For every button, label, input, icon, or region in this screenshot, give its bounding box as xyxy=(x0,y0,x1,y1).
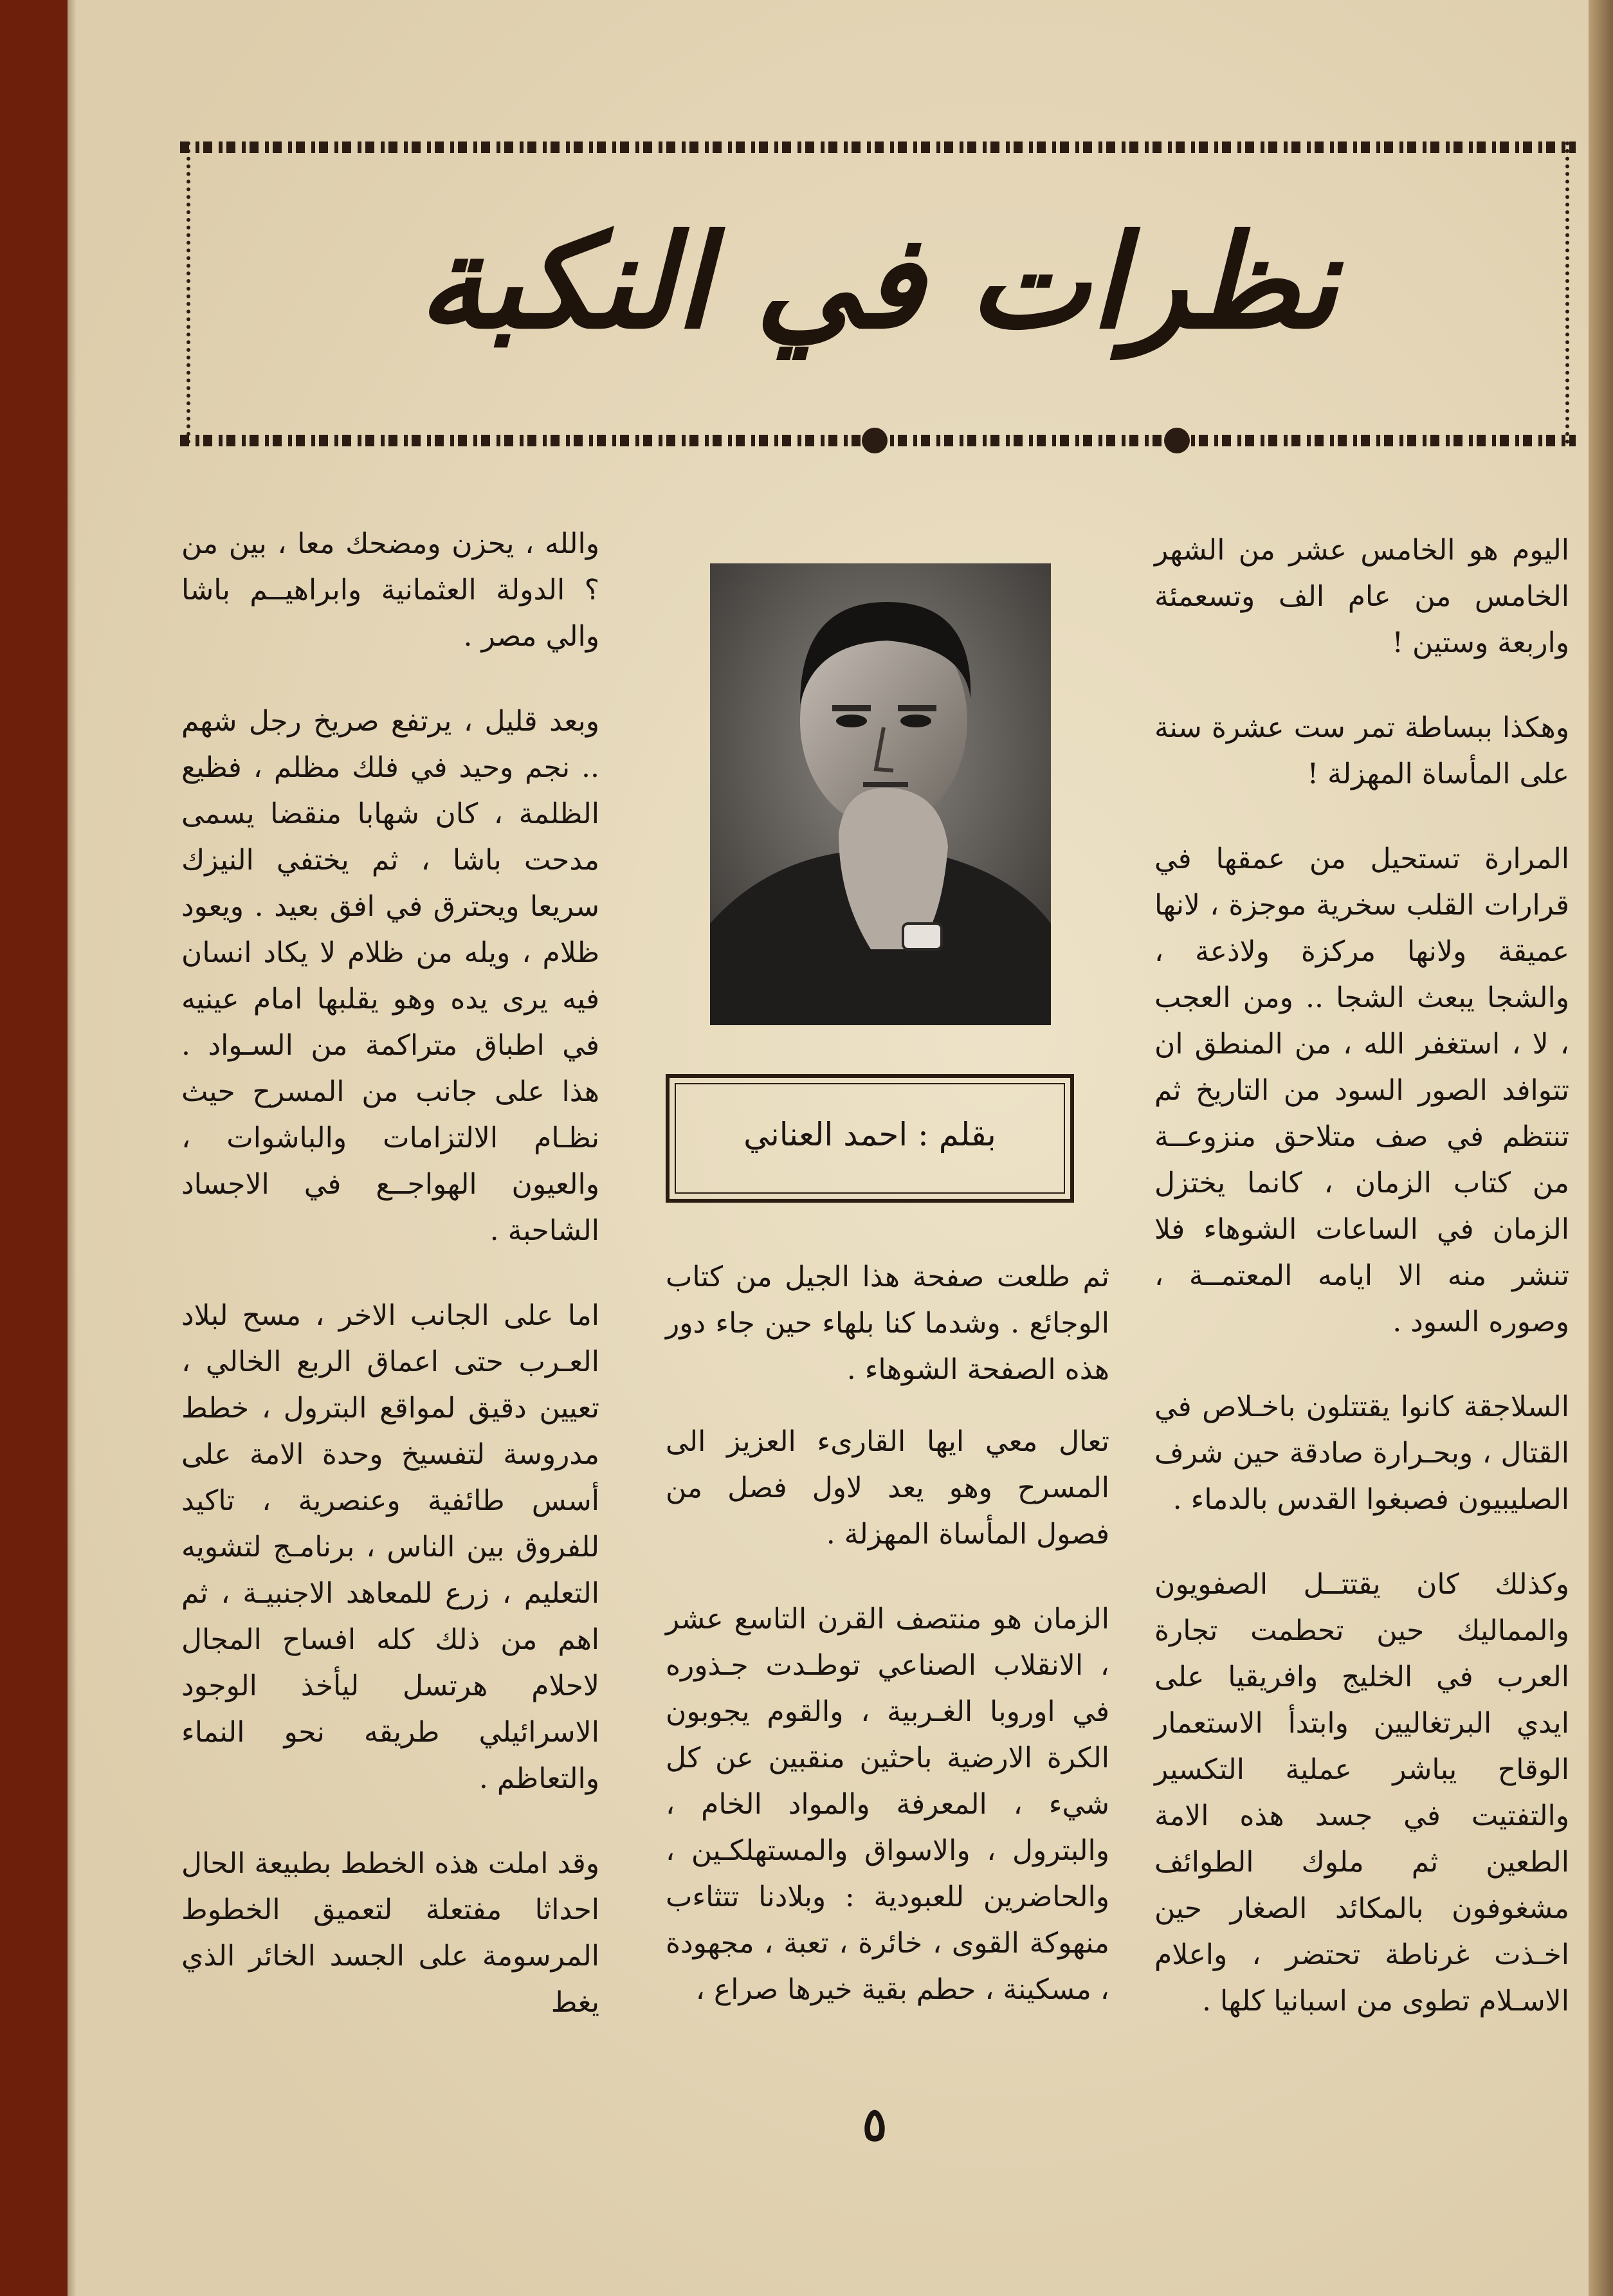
page-edge-shadow xyxy=(68,0,77,2296)
article-title: نظرات في النكبة xyxy=(417,208,1338,358)
column-right xyxy=(1154,527,1569,2063)
paragraph: السلاجقة كانوا يقتتلون باخـلاص في القتال ، وبحـرارة صادقة حين شرف الصليبيون فصبغوا القدس بالدماء . xyxy=(1154,1390,1569,1516)
paragraph: المرارة تستحيل من عمقها في قرارات القلب سخرية موجزة ، لانها عميقة ولانها مركزة ولاذعة ، والشجا يبعث الشجا .. ومن العجب ، لا ، استغفر الله ، من المنطق ان تتوافد الصور السود من التاريخ ثم تنتظم في صف متلاحق منزوعــة من كتاب الزمان ، كانما يختزل الزمان في الساعات الشوهاء فلا تنشر منه الا ايامه المعتمــة ، وصوره السود . xyxy=(1154,843,1569,1338)
paragraph: وكذلك كان يقتتــل الصفويون والمماليك حين تحطمت تجارة العرب في الخليج وافريقيا على ايدي البرتغاليين وابتدأ الاستعمار الوقاح يباشر عملية التكسير والتفتيت في جسد هذه الامة الطعين ثم ملوك الطوائف مشغوفون بالمكائد الصغار حين اخـذت غرناطة تحتضر ، واعلام الاسـلام تطوى من اسبانيا كلها . xyxy=(1154,1568,1569,2018)
ornament-icon xyxy=(1164,428,1190,453)
paragraph: ثم طلعت صفحة هذا الجيل من كتاب الوجائع . وشدما كنا بلهاء حين جاء دور هذه الصفحة الشوهاء . xyxy=(666,1261,1109,1386)
paragraph: وهكذا ببساطة تمر ست عشرة سنة على المأساة المهزلة ! xyxy=(1154,711,1569,790)
ornament-icon xyxy=(862,428,888,453)
paragraph: وبعد قليل ، يرتفع صريخ رجل شهم .. نجم وحيد في فلك مظلم ، فظيع الظلمة ، كان شهابا منقضا يسمى مدحت باشا ، ثم يختفي النيزك سريعا ويحترق في افق بعيد . ويعود ظلام ، ويله من ظلام لا يكاد انسان فيه يرى يده وهو يقلبها امام عينيه في اطباق متراكمة من السـواد . هذا على جانب من المسرح حيث نظـام الالتزامات والباشوات ، والعيون الهواجــع في الاجساد الشاحبة . xyxy=(181,705,599,1247)
paragraph: اما على الجانب الاخر ، مسح لبلاد العـرب حتى اعماق الربع الخالي ، تعيين دقيق لمواقع البترول ، خطط مدروسة لتفسيخ وحدة الامة على أسس طائفية وعنصرية ، تاكيد للفروق بين الناس ، برنامـج لتشويه التعليم ، زرع للمعاهد الاجنبيـة ، ثم اهم من ذلك كله افساح المجال لاحلام هرتسل ليأخذ الوجود الاسرائيلي طريقه نحو النماء والتعاظم . xyxy=(181,1299,599,1795)
column-middle xyxy=(666,1254,1109,2052)
author-portrait-icon xyxy=(710,563,1051,1025)
binding-strip xyxy=(1589,0,1613,2296)
author-byline: بقلم : احمد العناني xyxy=(743,1116,996,1153)
paragraph: تعال معي ايها القارىء العزيز الى المسرح وهو يعد لاول فصل من فصول المأساة المهزلة . xyxy=(666,1425,1109,1551)
author-photo xyxy=(710,563,1051,1025)
page-number: ٥ xyxy=(862,2097,888,2151)
paragraph: وقد املت هذه الخطط بطبيعة الحال احداثا مفتعلة لتعميق الخطوط المرسومة على الجسد الخائر الذي يغط xyxy=(181,1847,599,2019)
paragraph: والله ، يحزن ومضحك معا ، بين من ؟ الدولة العثمانية وابراهيــم باشا والي مصر . xyxy=(181,527,599,653)
column-left xyxy=(181,521,599,2064)
paragraph: الزمان هو منتصف القرن التاسع عشر ، الانقلاب الصناعي توطـدت جـذوره في اوروبا الغـربية ، والقوم يجوبون الكرة الارضية باحثين منقبين عن كل شيء ، المعرفة والمواد الخام ، والبترول ، والاسواق والمستهلكـين ، والحاضرين للعبودية : وبلادنا تتثاءب منهوكة القوى ، خائرة ، تعبة ، مجهودة ، مسكينة ، حطم بقية خيرها صراع ، xyxy=(666,1603,1109,2006)
paragraph: اليوم هو الخامس عشر من الشهر الخامس من عام الف وتسعمئة واربعة وستين ! xyxy=(1154,534,1569,659)
